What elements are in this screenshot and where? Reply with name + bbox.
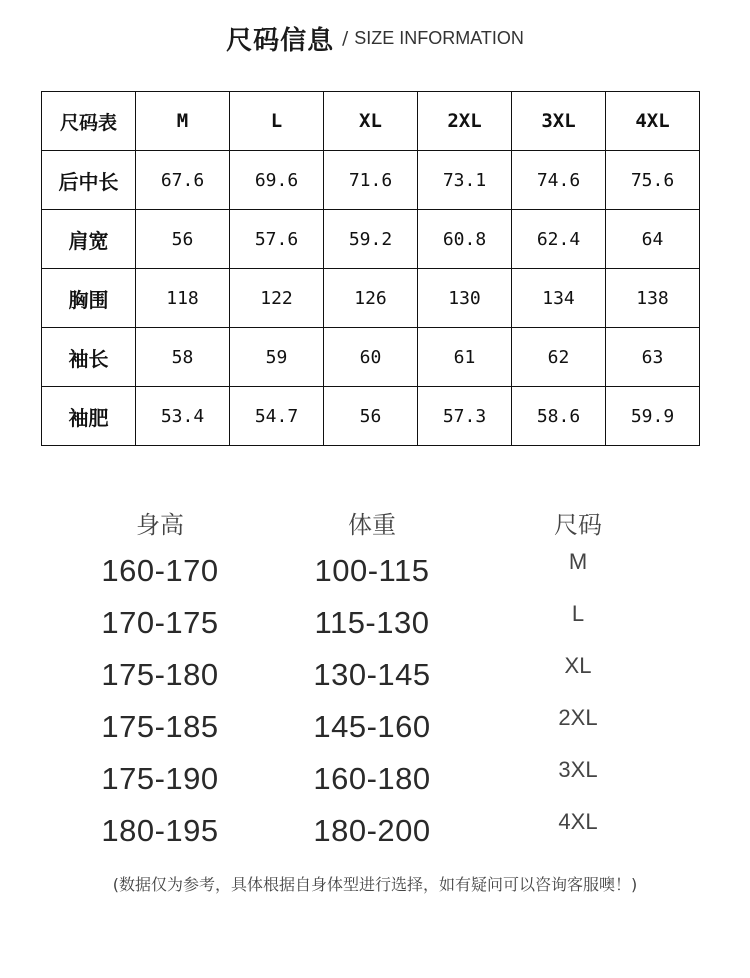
recommended-size: 2XL bbox=[558, 705, 598, 730]
table-cell: 58 bbox=[136, 328, 230, 387]
size-table-corner: 尺码表 bbox=[42, 92, 136, 151]
table-cell: 71.6 bbox=[324, 151, 418, 210]
disclaimer-note: (数据仅为参考，具体根据自身体型进行选择，如有疑问可以咨询客服噢！) bbox=[112, 875, 638, 894]
table-cell: 73.1 bbox=[418, 151, 512, 210]
size-guide-row bbox=[0, 549, 750, 601]
size-header-cell: 3XL bbox=[512, 92, 606, 151]
recommended-size: L bbox=[571, 601, 585, 626]
weight-range: 160-180 bbox=[313, 761, 431, 796]
table-cell: 63 bbox=[606, 328, 700, 387]
row-label: 后中长 bbox=[42, 151, 136, 210]
size-guide-row bbox=[0, 601, 750, 653]
table-row bbox=[42, 210, 700, 269]
table-cell: 62.4 bbox=[512, 210, 606, 269]
size-header-cell: M bbox=[136, 92, 230, 151]
size-guide-row bbox=[0, 757, 750, 809]
table-cell: 61 bbox=[418, 328, 512, 387]
height-range: 175-185 bbox=[101, 709, 219, 744]
weight-range: 115-130 bbox=[314, 605, 430, 640]
row-label: 袖肥 bbox=[42, 387, 136, 446]
table-cell: 57.6 bbox=[230, 210, 324, 269]
title-en: SIZE INFORMATION bbox=[354, 28, 524, 48]
size-guide-header-weight: 体重 bbox=[348, 512, 396, 539]
table-cell: 138 bbox=[606, 269, 700, 328]
table-cell: 59.9 bbox=[606, 387, 700, 446]
table-cell: 59.2 bbox=[324, 210, 418, 269]
recommended-size: 4XL bbox=[558, 809, 598, 834]
recommended-size: XL bbox=[564, 653, 592, 678]
table-cell: 59 bbox=[230, 328, 324, 387]
size-table bbox=[41, 91, 700, 446]
weight-range: 180-200 bbox=[313, 813, 431, 848]
size-guide-row bbox=[0, 653, 750, 705]
size-guide-header-row bbox=[0, 505, 750, 545]
height-range: 180-195 bbox=[101, 813, 219, 848]
recommended-size: M bbox=[568, 549, 588, 574]
height-range: 170-175 bbox=[101, 605, 219, 640]
height-range: 175-180 bbox=[101, 657, 219, 692]
table-cell: 134 bbox=[512, 269, 606, 328]
table-cell: 126 bbox=[324, 269, 418, 328]
size-header-cell: L bbox=[230, 92, 324, 151]
table-cell: 64 bbox=[606, 210, 700, 269]
size-guide-header-height: 身高 bbox=[136, 512, 184, 539]
table-row bbox=[42, 269, 700, 328]
table-cell: 118 bbox=[136, 269, 230, 328]
table-cell: 56 bbox=[324, 387, 418, 446]
table-cell: 62 bbox=[512, 328, 606, 387]
table-cell: 130 bbox=[418, 269, 512, 328]
table-cell: 54.7 bbox=[230, 387, 324, 446]
table-cell: 122 bbox=[230, 269, 324, 328]
height-range: 160-170 bbox=[101, 553, 219, 588]
table-cell: 60 bbox=[324, 328, 418, 387]
table-cell: 69.6 bbox=[230, 151, 324, 210]
row-label: 胸围 bbox=[42, 269, 136, 328]
weight-range: 145-160 bbox=[313, 709, 431, 744]
title-separator: / bbox=[342, 28, 349, 49]
size-header-cell: 2XL bbox=[418, 92, 512, 151]
table-cell: 57.3 bbox=[418, 387, 512, 446]
weight-range: 100-115 bbox=[314, 553, 430, 588]
weight-range: 130-145 bbox=[313, 657, 431, 692]
row-label: 肩宽 bbox=[42, 210, 136, 269]
table-cell: 58.6 bbox=[512, 387, 606, 446]
size-guide-row bbox=[0, 809, 750, 861]
table-cell: 67.6 bbox=[136, 151, 230, 210]
title-cn: 尺码信息 bbox=[226, 26, 335, 56]
table-cell: 74.6 bbox=[512, 151, 606, 210]
table-row bbox=[42, 387, 700, 446]
size-header-cell: XL bbox=[324, 92, 418, 151]
table-row bbox=[42, 151, 700, 210]
height-range: 175-190 bbox=[101, 761, 219, 796]
page-title bbox=[0, 20, 750, 57]
size-guide-row bbox=[0, 705, 750, 757]
size-guide-header-size: 尺码 bbox=[554, 512, 602, 539]
recommended-size: 3XL bbox=[558, 757, 598, 782]
row-label: 袖长 bbox=[42, 328, 136, 387]
table-cell: 53.4 bbox=[136, 387, 230, 446]
table-row bbox=[42, 328, 700, 387]
table-cell: 56 bbox=[136, 210, 230, 269]
size-table-header-row bbox=[42, 92, 700, 151]
table-cell: 60.8 bbox=[418, 210, 512, 269]
table-cell: 75.6 bbox=[606, 151, 700, 210]
size-header-cell: 4XL bbox=[606, 92, 700, 151]
